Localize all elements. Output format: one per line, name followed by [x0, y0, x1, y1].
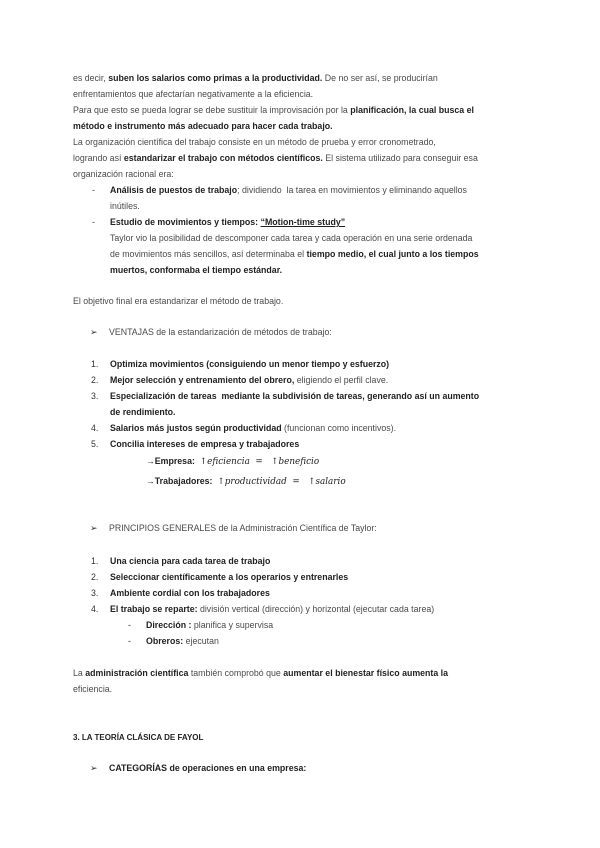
list-number: 2.: [91, 375, 99, 385]
bold-text: El trabajo se reparte:: [110, 604, 198, 614]
bold-text: →Trabajadores:: [146, 476, 218, 486]
text-run: de movimientos más sencillos, así determinaba el: [110, 249, 307, 259]
text-line: [110, 374, 388, 386]
text-run: El objetivo final era estandarizar el método de trabajo.: [73, 296, 284, 306]
text-run: división vertical (dirección) y horizontal (ejecutar cada tarea): [197, 604, 435, 614]
bold-text: planificación, la cual busca el: [350, 105, 474, 115]
text-run: es decir,: [73, 73, 109, 83]
text-run: también comprobó que: [188, 668, 284, 678]
text-run: eligiendo el perfil clave.: [294, 375, 389, 385]
text-line: [110, 232, 472, 244]
text-line: [110, 571, 348, 583]
text-line: [110, 587, 270, 599]
text-line: [73, 152, 478, 164]
bold-text: “Motion-time study”: [260, 217, 346, 227]
text-run: ejecutan: [183, 636, 219, 646]
bold-text: Obreros:: [146, 636, 184, 646]
text-line: [73, 104, 474, 116]
text-run: planifica y supervisa: [191, 620, 274, 630]
text-run: ; dividiendo la tarea en movimientos y eliminando aquellos: [237, 185, 467, 195]
text-line: [110, 603, 434, 615]
text-run: enfrentamientos que afectarían negativamente a la eficiencia.: [73, 89, 314, 99]
text-line: [146, 475, 346, 488]
bold-text: estandarizar el trabajo con métodos científicos.: [123, 153, 323, 163]
arrow-bullet-icon: ➢: [90, 327, 98, 337]
text-line: [109, 522, 377, 534]
bold-text: Especialización de tareas mediante la subdivisión de tareas, generando así un aumento: [110, 391, 480, 401]
text-run: eficiencia.: [73, 684, 113, 694]
text-line: [73, 136, 436, 148]
text-line: [110, 390, 479, 402]
bold-text: Análisis de puestos de trabajo: [110, 185, 238, 195]
bold-text: Seleccionar científicamente a los operarios y entrenarles: [110, 572, 349, 582]
text-line: [110, 406, 176, 418]
formula-text: ↑productividad = ↑salario: [217, 477, 346, 487]
text-line: [73, 731, 203, 744]
bold-text: suben los salarios como primas a la productividad.: [108, 73, 323, 83]
text-line: [73, 168, 174, 180]
text-run: El sistema utilizado para conseguir esa: [322, 153, 478, 163]
text-line: [146, 455, 319, 468]
text-line: [146, 635, 219, 647]
dash-bullet: -: [92, 217, 95, 227]
bold-text: Optimiza movimientos (consiguiendo un menor tiempo y esfuerzo): [110, 359, 390, 369]
list-number: 3.: [91, 391, 99, 401]
bold-text: →Empresa:: [146, 456, 200, 466]
bold-text: Ambiente cordial con los trabajadores: [110, 588, 270, 598]
text-line: [109, 762, 306, 774]
text-line: [73, 683, 112, 695]
bold-text: Concilia intereses de empresa y trabajadores: [110, 439, 300, 449]
text-line: [110, 184, 467, 196]
text-run: (funcionan como incentivos).: [281, 423, 397, 433]
text-run: De no ser así, se producirían: [322, 73, 438, 83]
dash-bullet: -: [92, 185, 95, 195]
bold-text: método e instrumento más adecuado para hacer cada trabajo.: [73, 121, 333, 131]
text-line: [110, 422, 396, 434]
list-number: 4.: [91, 423, 99, 433]
text-run: PRINCIPIOS GENERALES de la Administración Científica de Taylor:: [109, 523, 377, 533]
list-number: 5.: [91, 439, 99, 449]
text-run: organización racional era:: [73, 169, 174, 179]
bold-text: Salarios más justos según productividad: [110, 423, 282, 433]
text-line: [109, 326, 332, 338]
text-run: Para que esto se pueda lograr se debe sustituir la improvisación por la: [73, 105, 351, 115]
bold-text: Mejor selección y entrenamiento del obrero,: [110, 375, 295, 385]
text-run: logrando así: [73, 153, 124, 163]
list-number: 3.: [91, 588, 99, 598]
text-line: [110, 200, 140, 212]
text-line: [110, 438, 299, 450]
text-line: [73, 120, 333, 132]
bold-text: Dirección :: [146, 620, 192, 630]
text-line: [110, 216, 345, 228]
bold-text: muertos, conformaba el tiempo estándar.: [110, 265, 283, 275]
text-run: inútiles.: [110, 201, 140, 211]
formula-text: ↑eficiencia = ↑beneficio: [199, 457, 320, 467]
bold-text: tiempo medio, el cual junto a los tiempos: [306, 249, 479, 259]
text-run: La: [73, 668, 86, 678]
text-line: [110, 264, 282, 276]
dash-bullet: -: [128, 620, 131, 630]
text-line: [73, 295, 283, 307]
list-number: 2.: [91, 572, 99, 582]
text-line: [73, 88, 313, 100]
arrow-bullet-icon: ➢: [90, 523, 98, 533]
bold-text: 3. LA TEORÍA CLÁSICA DE FAYOL: [73, 733, 204, 742]
bold-text: aumentar el bienestar físico aumenta la: [283, 668, 449, 678]
arrow-bullet-icon: ➢: [90, 763, 98, 773]
bold-text: de rendimiento.: [110, 407, 176, 417]
bold-text: CATEGORÍAS de operaciones en una empresa:: [109, 763, 307, 773]
bold-text: administración científica: [85, 668, 189, 678]
text-line: [110, 248, 479, 260]
text-run: Taylor vio la posibilidad de descomponer cada tarea y cada operación en una serie ordenada: [110, 233, 473, 243]
text-run: La organización científica del trabajo consiste en un método de prueba y error cronometrado,: [73, 137, 436, 147]
list-number: 1.: [91, 359, 99, 369]
text-line: [110, 555, 270, 567]
text-run: VENTAJAS de la estandarización de métodos de trabajo:: [109, 327, 332, 337]
text-line: [146, 619, 273, 631]
dash-bullet: -: [128, 636, 131, 646]
list-number: 4.: [91, 604, 99, 614]
text-line: [110, 358, 389, 370]
bold-text: Una ciencia para cada tarea de trabajo: [110, 556, 271, 566]
list-number: 1.: [91, 556, 99, 566]
text-line: [73, 72, 438, 84]
bold-text: Estudio de movimientos y tiempos:: [110, 217, 261, 227]
text-line: [73, 667, 448, 679]
